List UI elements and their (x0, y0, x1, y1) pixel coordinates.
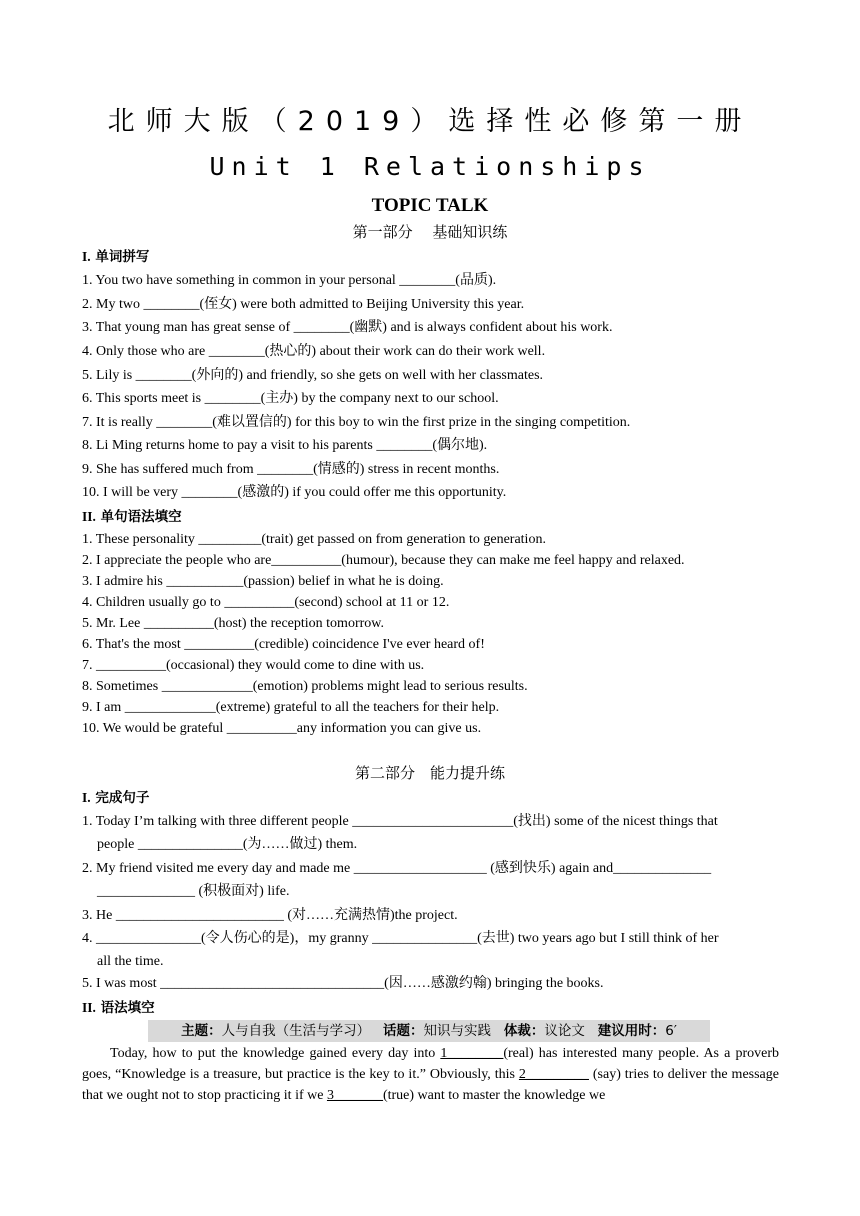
section-label: 单句语法填空 (100, 509, 182, 525)
exercise-line: 2. My friend visited me every day and made me ___________________ (感到快乐) again and______________ (82, 861, 712, 876)
exercise-line: 1. Today I’m talking with three different people _______________________(找出) some of the nicest things that (82, 814, 718, 829)
exercise-line: 6. This sports meet is ________(主办) by the company next to our school. (82, 391, 499, 406)
exercise-line: 3. He ________________________ (对……充满热情)the project. (82, 908, 458, 923)
section-heading (82, 247, 149, 267)
exercise-line-continued: all the time. (97, 954, 164, 969)
book-title: 北师大版（2019）选择性必修第一册 (107, 106, 753, 137)
topic-title: TOPIC TALK (371, 195, 489, 216)
exercise-line-continued: ______________ (积极面对) life. (97, 884, 290, 899)
time-label: 建议用时： (597, 1023, 666, 1039)
passage-text: (say) tries to deliver the message that we ought not to stop practicing it if we (82, 1067, 779, 1103)
part2-heading: 第二部分 能力提升练 (354, 764, 505, 782)
exercise-line: 3. That young man has great sense of ________(幽默) and is always confident about his work. (82, 320, 613, 335)
part1-heading: 第一部分 基础知识练 (352, 223, 508, 241)
passage-text: Today, how to put the knowledge gained every day into (110, 1046, 441, 1061)
theme-label: 主题： (181, 1023, 222, 1039)
blank-3: 3_______ (326, 1088, 383, 1103)
genre-label: 体裁： (503, 1023, 545, 1039)
exercise-line: 1. These personality _________(trait) get passed on from generation to generation. (82, 532, 546, 547)
exercise-line: 1. You two have something in common in your personal ________(品质). (82, 273, 497, 288)
exercise-line: 2. I appreciate the people who are__________(humour), because they can make me feel happy and relaxed. (82, 553, 685, 568)
exercise-line: 6. That's the most __________(credible) coincidence I've ever heard of! (82, 637, 485, 652)
exercise-line: 9. She has suffered much from ________(情感的) stress in recent months. (82, 462, 500, 477)
topic-label: 话题： (382, 1023, 424, 1039)
exercise-line-continued: people _______________(为……做过) them. (97, 837, 358, 852)
section-number: II. (82, 1000, 96, 1015)
exercise-line: 8. Sometimes _____________(emotion) problems might lead to serious results. (82, 679, 528, 694)
exercise-line: 10. We would be grateful __________any information you can give us. (82, 721, 482, 736)
blank-2: 2_________ (518, 1067, 589, 1082)
section-heading (82, 507, 182, 527)
topic-value: 知识与实践 (423, 1023, 491, 1039)
exercise-line: 7. __________(occasional) they would come to dine with us. (82, 658, 425, 673)
section-label: 完成句子 (95, 790, 150, 806)
section-number: I. (82, 790, 91, 805)
grammar-passage (82, 1043, 779, 1106)
exercise-line: 2. My two ________(侄女) were both admitted to Beijing University this year. (82, 297, 525, 312)
theme-value: 人与自我（生活与学习） (221, 1023, 371, 1039)
exercise-line: 5. Mr. Lee __________(host) the reception tomorrow. (82, 616, 384, 631)
section-number: II. (82, 509, 96, 524)
section-number: I. (82, 249, 91, 264)
section-label: 单词拼写 (95, 249, 150, 265)
exercise-line: 4. _______________(令人伤心的是)，my granny _______________(去世) two years ago but I still think of her (82, 931, 719, 946)
time-value: 6′ (665, 1023, 677, 1039)
passage-text: (true) want to master the knowledge we (382, 1088, 606, 1103)
genre-value: 议论文 (544, 1023, 585, 1039)
section-label: 语法填空 (100, 1000, 155, 1016)
section-heading (82, 788, 149, 808)
exercise-line: 9. I am _____________(extreme) grateful to all the teachers for their help. (82, 700, 500, 715)
passage-info-bar (148, 1020, 710, 1042)
exercise-line: 3. I admire his ___________(passion) belief in what he is doing. (82, 574, 444, 589)
exercise-line: 8. Li Ming returns home to pay a visit to his parents ________(偶尔地). (82, 438, 488, 453)
exercise-line: 5. I was most ________________________________(因……感激约翰) bringing the books. (82, 976, 604, 991)
blank-1: 1________ (440, 1046, 504, 1061)
unit-title: Unit 1 Relationships (209, 152, 651, 181)
exercise-line: 4. Children usually go to __________(second) school at 11 or 12. (82, 595, 450, 610)
section-heading (82, 998, 155, 1018)
exercise-line: 10. I will be very ________(感激的) if you could offer me this opportunity. (82, 485, 507, 500)
passage-text: (real) has interested many people. As a proverb goes, “Knowledge is a treasure, but practice is the key to it.” Obviously, this (82, 1046, 779, 1082)
exercise-line: 7. It is really ________(难以置信的) for this boy to win the first prize in the singing competition. (82, 415, 631, 430)
exercise-line: 4. Only those who are ________(热心的) about their work can do their work well. (82, 344, 546, 359)
exercise-line: 5. Lily is ________(外向的) and friendly, so she gets on well with her classmates. (82, 368, 544, 383)
